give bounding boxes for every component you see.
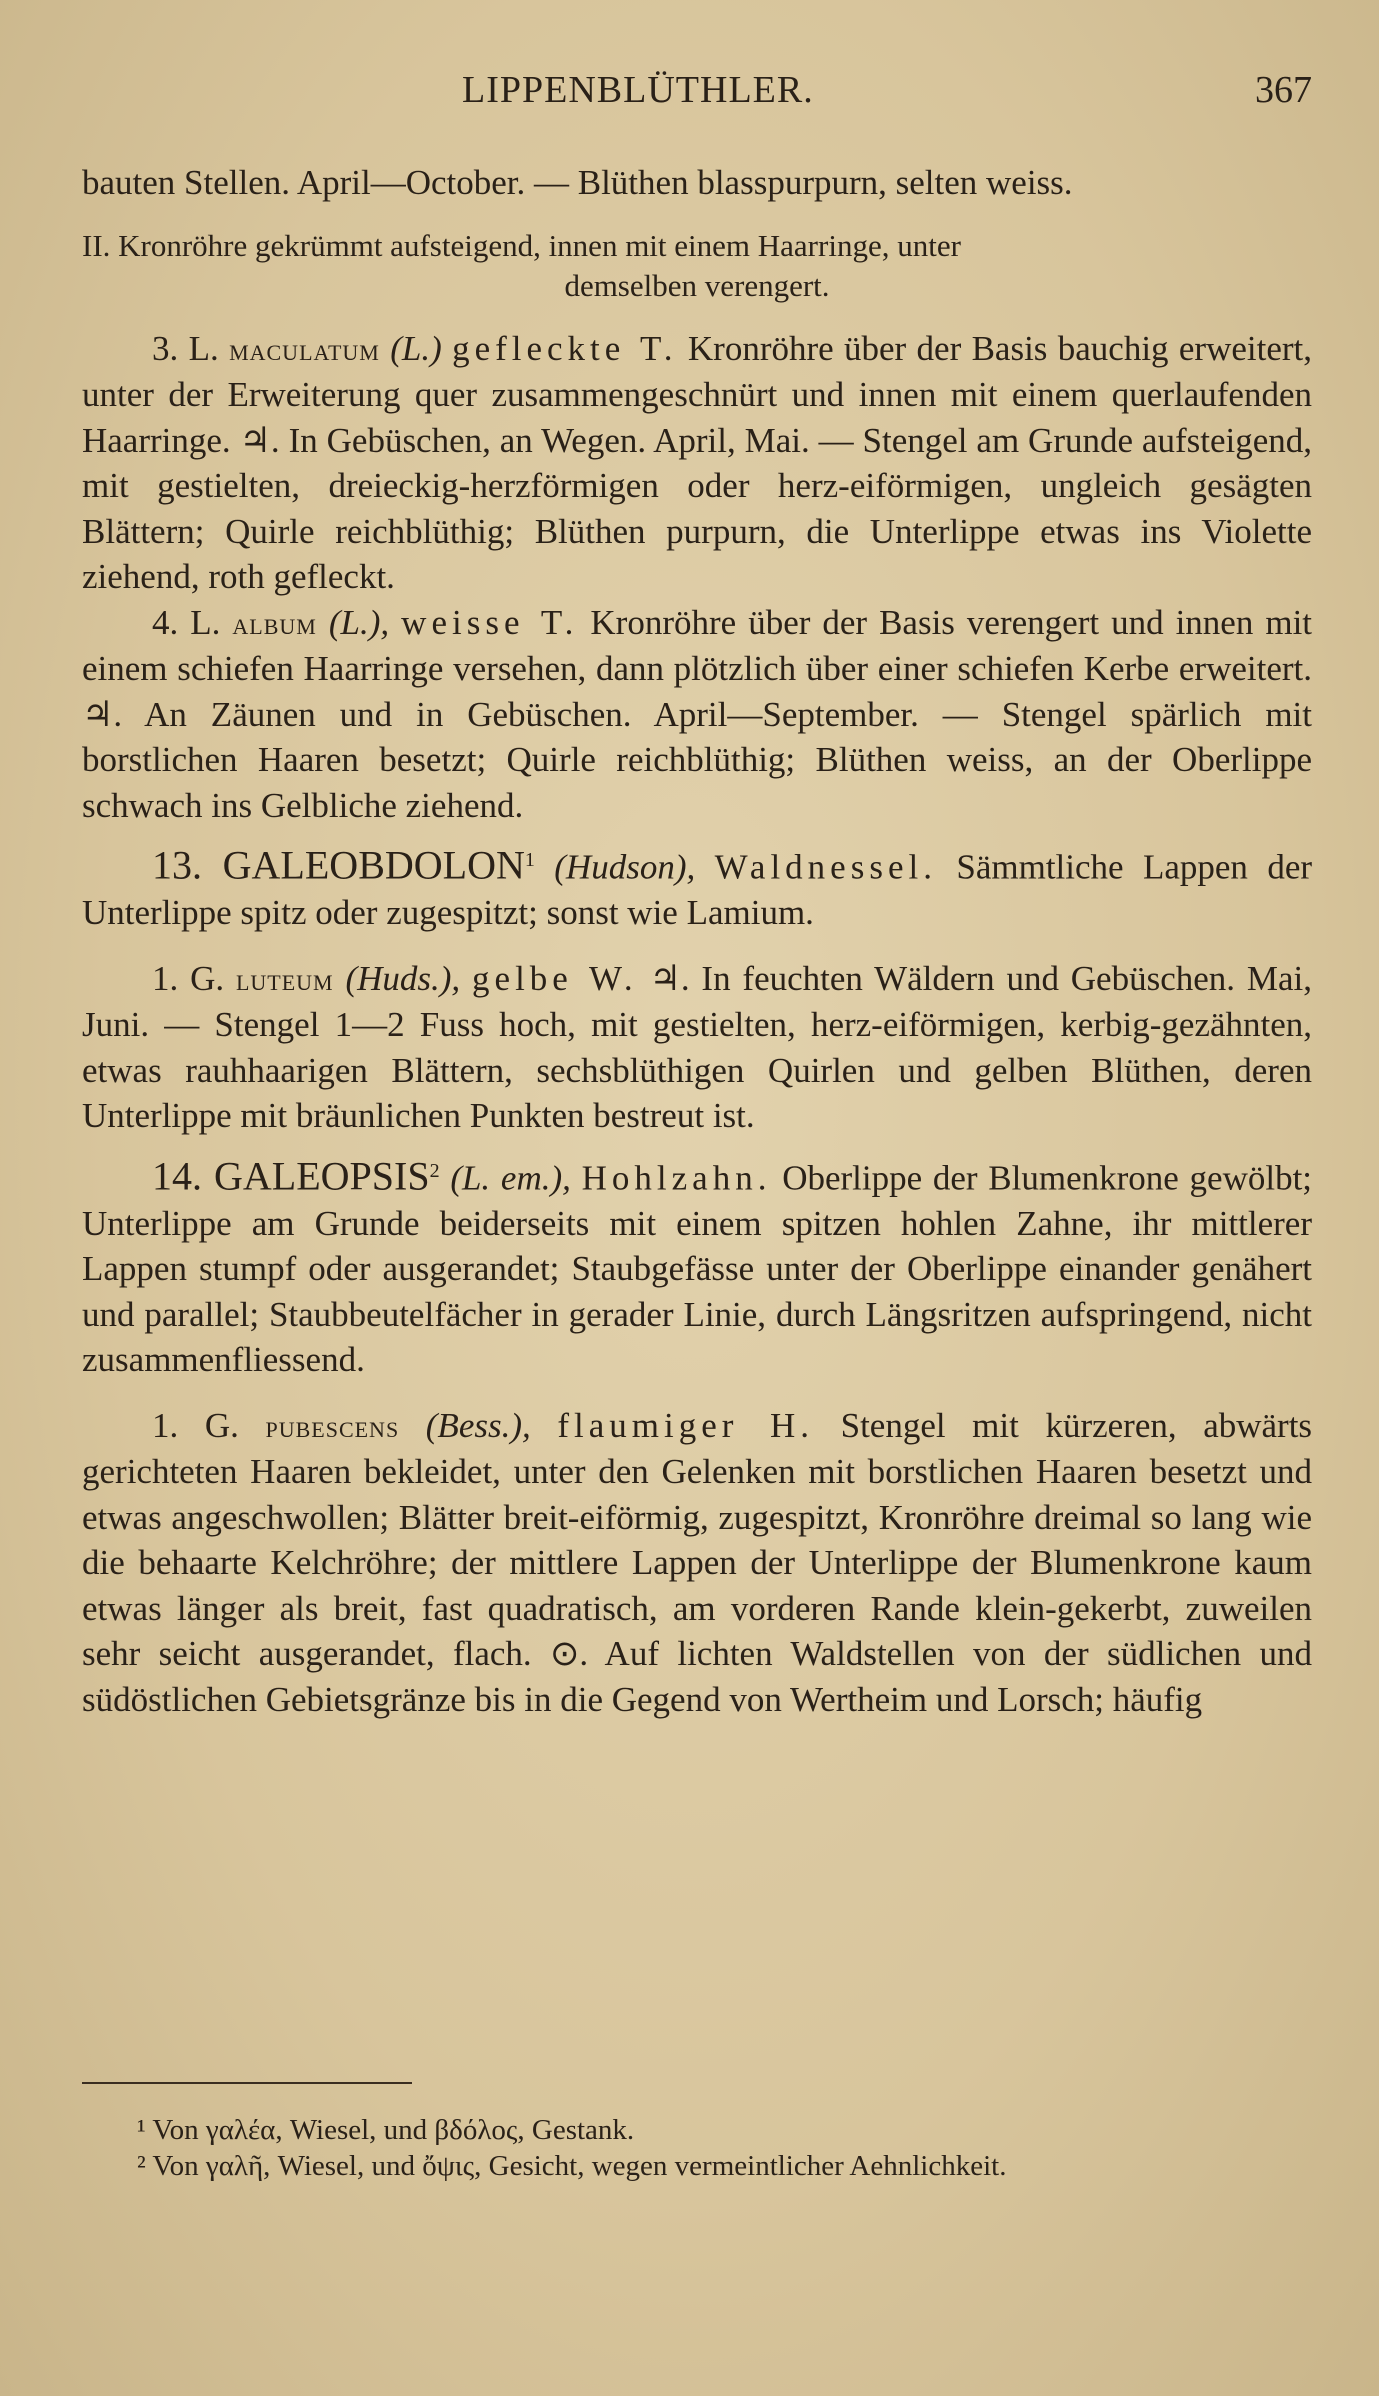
- paragraph-continuation: bauten Stellen. April—October. — Blüthen blasspurpurn, selten weiss.: [82, 163, 1073, 202]
- subsection-heading: II. Kronröhre gekrümmt aufsteigend, innen mit einem Haarringe, unter: [82, 227, 961, 263]
- page-body: [82, 160, 1312, 1722]
- footnote-2: ² Von γαλῆ, Wiesel, und ὄψις, Gesicht, wegen vermeintlicher Aehnlichkeit.: [137, 2150, 1007, 2182]
- footnote-1: ¹ Von γαλέα, Wiesel, und βδόλος, Gestank.: [137, 2114, 635, 2146]
- species-lamium-maculatum: 3. L. maculatum (L.) gefleckte T. Kronröhre über der Basis bauchig erweitert, unter der Erweiterung quer zusammengeschnürt und innen mit einem querlaufenden Haarringe. ♃. In Gebüschen, an Wegen. April, Mai. — Stengel am Grunde aufsteigend, mit gestielten, dreieckig-herzförmigen oder herz-eiförmigen, ungleich gesägten Blättern; Quirle reichblüthig; Blüthen purpurn, die Unterlippe etwas ins Violette ziehend, roth gefleckt.: [82, 328, 1312, 596]
- running-head: LIPPENBLÜTHLER.: [462, 69, 814, 111]
- subsection-heading-cont: demselben verengert.: [564, 267, 830, 303]
- page-number: 367: [1255, 69, 1312, 111]
- genus-galeopsis: 14. GALEOPSIS$^2$ (L. em.), Hohlzahn. Oberlippe der Blumenkrone gewölbt; Unterlippe am Grunde beiderseits mit einem spitzen hohlen Zahne, ihr mittlerer Lappen stumpf oder ausgerandet; Staubgefässe unter der Oberlippe einander genähert und parallel; Staubbeutelfächer in gerader Linie, durch Längsritzen aufspringend, nicht zusammenfliessend.: [82, 1153, 1313, 1380]
- genus-galeobdolon: 13. GALEOBDOLON$^1$ (Hudson), Waldnessel. Sämmtliche Lappen der Unterlippe spitz oder zugespitzt; sonst wie Lamium.: [82, 842, 1313, 933]
- species-galeobdolon-luteum: 1. G. luteum (Huds.), gelbe W. ♃. In feuchten Wäldern und Gebüschen. Mai, Juni. — Stengel 1—2 Fuss hoch, mit gestielten, herz-eiförmigen, kerbig-gezähnten, etwas rauhhaarigen Blättern, sechsblüthigen Quirlen und gelben Blüthen, deren Unterlippe mit bräunlichen Punkten bestreut ist.: [82, 958, 1313, 1136]
- species-lamium-album: 4. L. album (L.), weisse T. Kronröhre über der Basis verengert und innen mit einem schiefen Haarringe versehen, dann plötzlich über einer schiefen Kerbe erweitert. ♃. An Zäunen und in Gebüschen. April—September. — Stengel spärlich mit borstlichen Haaren besetzt; Quirle reichblüthig; Blüthen weiss, an der Oberlippe schwach ins Gelbliche ziehend.: [82, 602, 1313, 825]
- footnote-rule: [82, 2082, 412, 2084]
- page-header: [82, 68, 1312, 128]
- species-galeopsis-pubescens: 1. G. pubescens (Bess.), flaumiger H. Stengel mit kürzeren, abwärts gerichteten Haaren bekleidet, unter den Gelenken mit borstlichen Haaren besetzt und etwas angeschwollen; Blätter breit-eiförmig, zugespitzt, Kronröhre dreimal so lang wie die behaarte Kelchröhre; der mittlere Lappen der Unterlippe der Blumenkrone kaum etwas länger als breit, fast quadratisch, am vorderen Rande klein-gekerbt, zuweilen sehr seicht ausgerandet, flach. ⊙. Auf lichten Waldstellen von der südlichen und südöstlichen Gebietsgränze bis in die Gegend von Wertheim und Lorsch; häufig: [82, 1405, 1313, 1719]
- footnotes: [82, 2112, 1312, 2184]
